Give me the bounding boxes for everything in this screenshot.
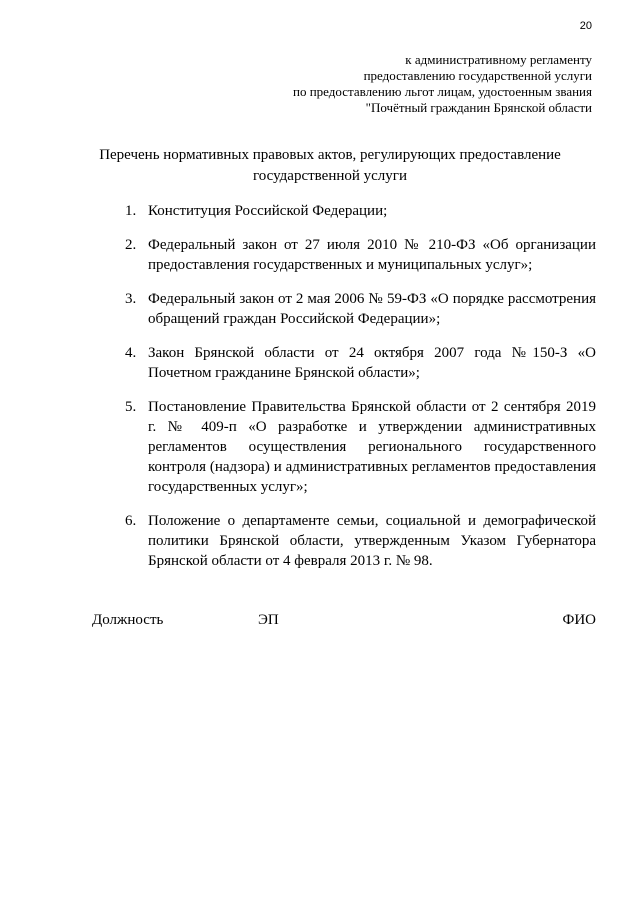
signature-name: ФИО: [562, 612, 596, 628]
list-item-text: Закон Брянской области от 24 октября 2007 года №150-З «О Почетном гражданине Брянской области»;: [148, 345, 596, 381]
list-item-text: Постановление Правительства Брянской области от 2 сентября 2019 г. № 409-п «О разработке и утверждении административных регламентов осуществления регионального государственного контроля (надзора) и административных регламентов предоставления государственных услуг»;: [148, 399, 596, 495]
title-line: Перечень нормативных правовых актов, регулирующих предоставление: [99, 147, 561, 163]
list-item-text: Федеральный закон от 27 июля 2010 № 210-ФЗ «Об организации предоставления государственных и муниципальных услуг»;: [148, 237, 596, 273]
list-item-number: 6.: [125, 513, 137, 529]
legal-acts-list: [112, 201, 596, 585]
signature-row: [92, 612, 596, 632]
list-item: [112, 235, 596, 275]
list-item-text: Федеральный закон от 2 мая 2006 № 59-ФЗ «О порядке рассмотрения обращений граждан Российской Федерации»;: [148, 291, 596, 327]
document-title: [60, 145, 600, 187]
header-line: "Почётный гражданин Брянской области: [365, 100, 592, 115]
signature-ep: ЭП: [258, 612, 279, 628]
list-item: [112, 511, 596, 571]
header-line: к административному регламенту: [405, 52, 592, 67]
list-item: [112, 397, 596, 497]
list-item-number: 5.: [125, 399, 137, 415]
list-item: [112, 289, 596, 329]
list-item-number: 1.: [125, 203, 137, 219]
regulation-appendix-header: [293, 52, 592, 116]
list-item-number: 3.: [125, 291, 137, 307]
list-item: [112, 201, 596, 221]
list-item-text: Конституция Российской Федерации;: [148, 203, 388, 219]
list-item-number: 2.: [125, 237, 137, 253]
list-item: [112, 343, 596, 383]
page-number: 20: [579, 20, 592, 32]
signature-position: Должность: [92, 612, 164, 628]
header-line: предоставлению государственной услуги: [363, 68, 592, 83]
list-item-text: Положение о департаменте семьи, социальной и демографической политики Брянской области, утвержденным Указом Губернатора Брянской области от 4 февраля 2013 г. № 98.: [148, 513, 596, 569]
header-line: по предоставлению льгот лицам, удостоенным звания: [293, 84, 592, 99]
list-item-number: 4.: [125, 345, 137, 361]
title-line: государственной услуги: [253, 168, 407, 184]
